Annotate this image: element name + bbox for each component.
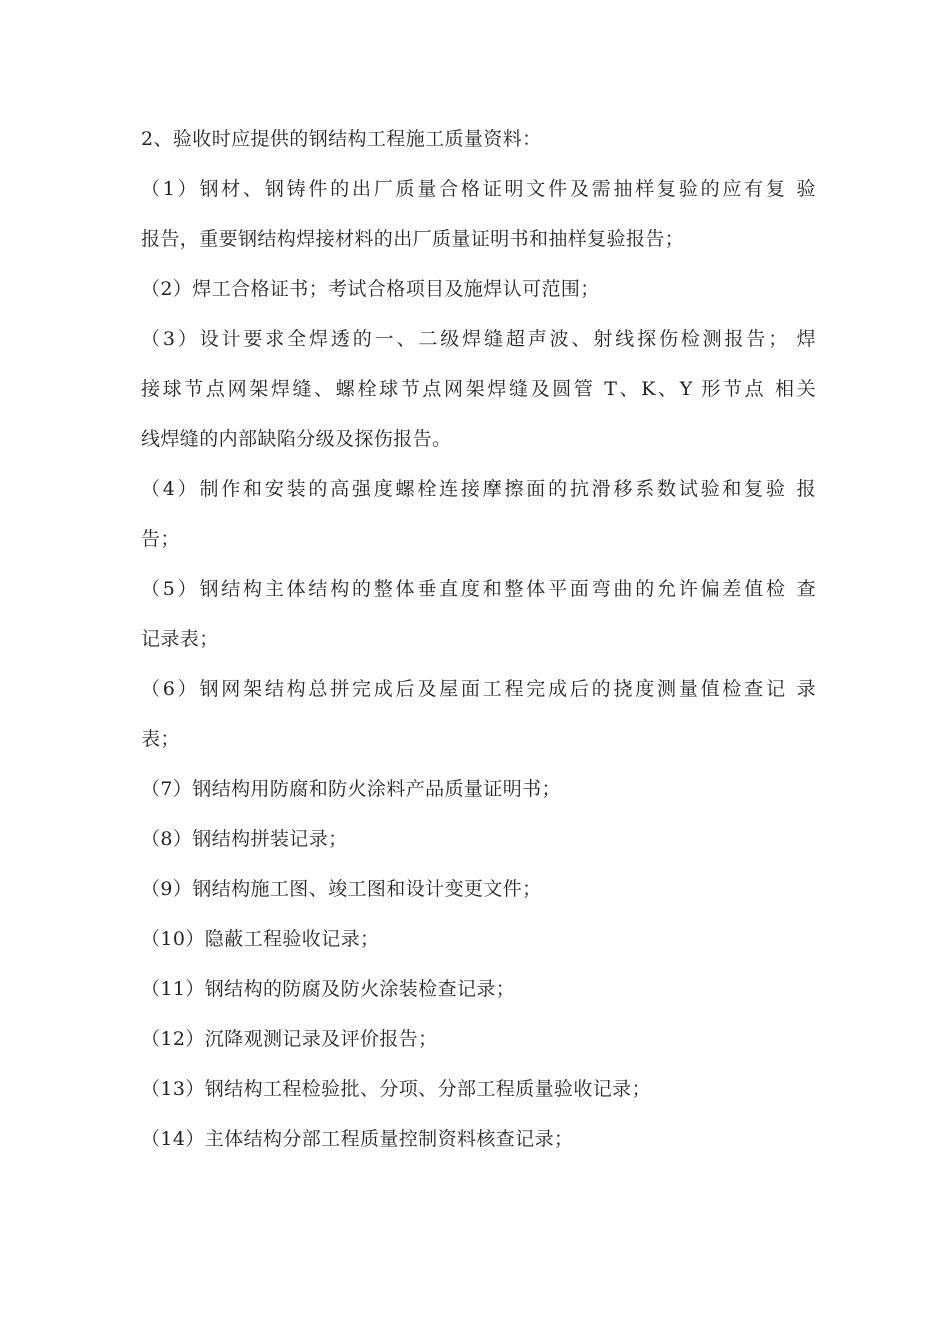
document-line: 表； xyxy=(141,728,180,750)
document-line: （7）钢结构用防腐和防火涂料产品质量证明书； xyxy=(141,778,561,800)
document-line: （5）钢结构主体结构的整体垂直度和整体平面弯曲的允许偏差值检 查 xyxy=(141,578,816,600)
document-line: 告； xyxy=(141,528,180,550)
document-line: （12）沉降观测记录及评价报告； xyxy=(141,1028,438,1050)
document-line: （6）钢网架结构总拼完成后及屋面工程完成后的挠度测量值检查记 录 xyxy=(141,678,816,700)
document-line: （9）钢结构施工图、竣工图和设计变更文件； xyxy=(141,878,542,900)
document-body xyxy=(141,164,816,1164)
document-line: （2）焊工合格证书；考试合格项目及施焊认可范围； xyxy=(141,278,600,300)
document-line: （1）钢材、钢铸件的出厂质量合格证明文件及需抽样复验的应有复 验 xyxy=(141,178,816,200)
document-line: （13）钢结构工程检验批、分项、分部工程质量验收记录； xyxy=(141,1078,651,1100)
document-line: （8）钢结构拼装记录； xyxy=(141,828,348,850)
document-line: （10）隐蔽工程验收记录； xyxy=(141,928,380,950)
document-line: 线焊缝的内部缺陷分级及探伤报告。 xyxy=(141,428,452,450)
document-line: （11）钢结构的防腐及防火涂装检查记录； xyxy=(141,978,516,1000)
section-heading: 2、验收时应提供的钢结构工程施工质量资料： xyxy=(141,128,542,150)
document-line: 接球节点网架焊缝、螺栓球节点网架焊缝及圆管 T、K、Y 形节点 相关 xyxy=(141,378,816,400)
document-line: （14）主体结构分部工程质量控制资料核查记录； xyxy=(141,1128,574,1150)
document-line: （4）制作和安装的高强度螺栓连接摩擦面的抗滑移系数试验和复验 报 xyxy=(141,478,816,500)
document-line: 记录表； xyxy=(141,628,219,650)
document-line: 报告，重要钢结构焊接材料的出厂质量证明书和抽样复验报告； xyxy=(141,228,685,250)
document-line: （3）设计要求全焊透的一、二级焊缝超声波、射线探伤检测报告； 焊 xyxy=(141,328,816,350)
